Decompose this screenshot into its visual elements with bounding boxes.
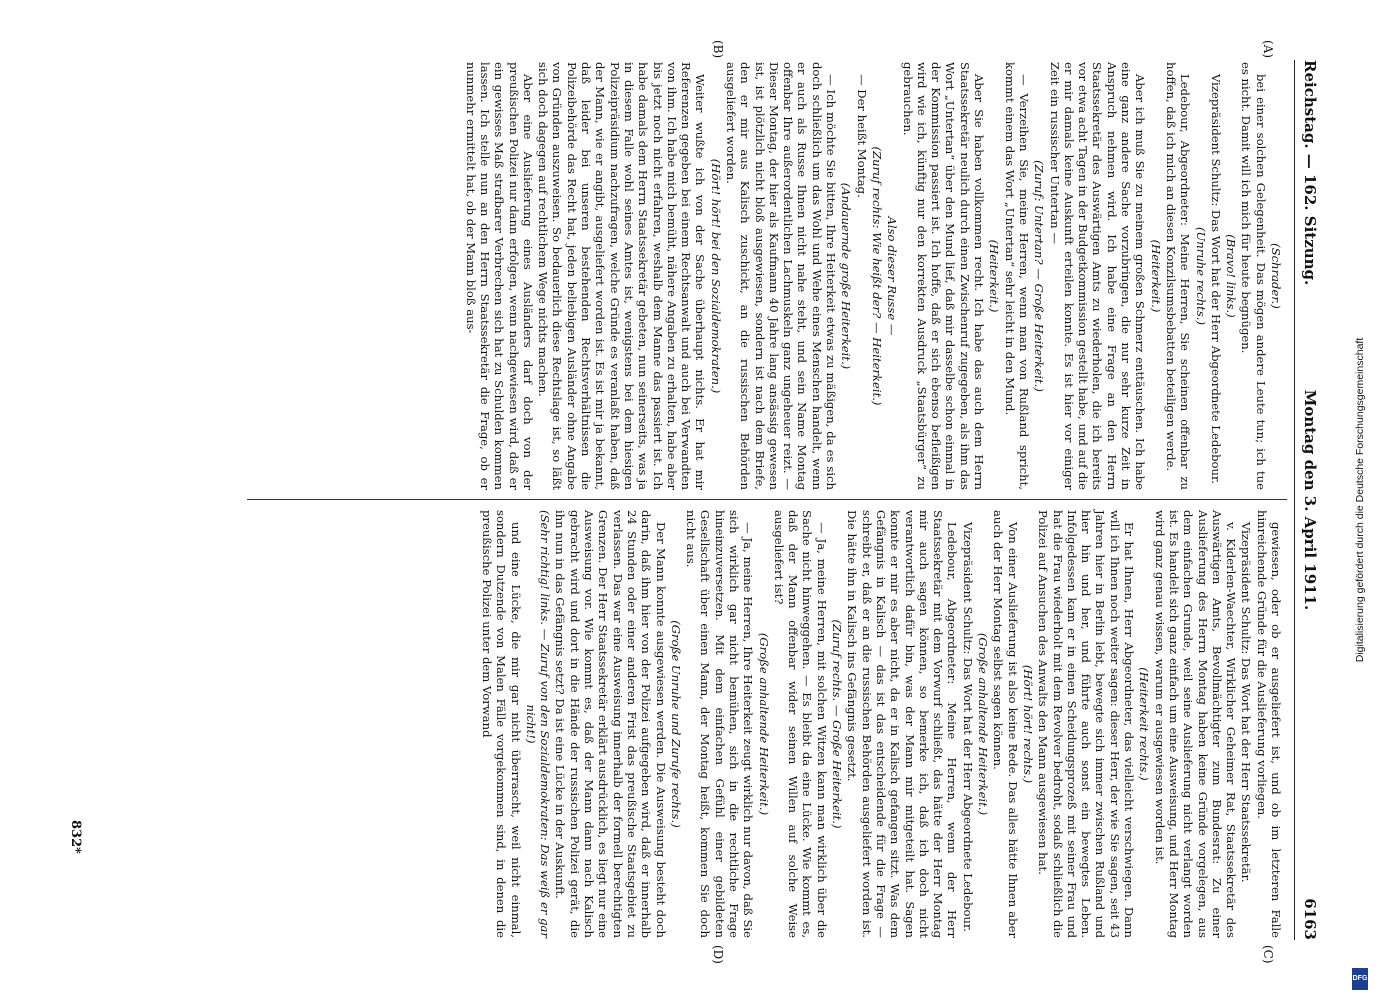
- stage-direction: (Bravo! links.): [1224, 234, 1239, 318]
- paragraph: Er hat Ihnen, Herr Abgeordneter, das vielleicht verschwiegen. Dann will ich Ihnen noch weiter sagen: dieser Herr, der wie Sie sagen, seit 43 Jahren hier in Berlin lebt, bewegte sich immer zwischen Rußland und hier hin und her, und führte auch sonst ein bewegtes Leben. Infolgedessen kam er in einen Scheidungsprozeß mit seiner Frau und hat die Frau wiederholt mit dem Revolver bedroht, sodaß schließlich die Polizei auf Ansuchen des Anwalts den Mann ausgewiesen hat.: [1036, 510, 1137, 938]
- paragraph: — Verzeihen Sie, meine Herren, wenn man von Rußland spricht, kommt einem das Wort „Untertan“ sehr leicht in den Mund.: [1002, 62, 1031, 490]
- header-center: Montag den 3. April 1911.: [1301, 389, 1319, 611]
- paragraph: Aber ich muß Sie zu meinem großen Schmerz enttäuschen. Ich habe eine ganz andere Sache vorzubringen, die nur sehr kurze Zeit in Anspruch nehmen wird. Ich habe eine Frage an den Herrn Staatssekretär des Auswärtigen Amts zu wiederholen, die ich bereits vor etwa acht Tagen in der Budgetkommission gestellt habe, und auf die er mir damals keine Auskunft erteilen konnte. Es ist hier vor einiger Zeit ein russischer Untertan —: [1047, 62, 1148, 490]
- margin-mark-b: (B): [711, 40, 725, 59]
- paragraph: Von einer Auslieferung ist also keine Rede. Das alles hätte Ihnen aber auch der Herr Montag selbst sagen können.: [991, 510, 1020, 938]
- text-column-right: [479, 510, 1283, 938]
- dfg-logo: DFG: [1352, 968, 1368, 990]
- stage-direction: (Große anhaltende Heiterkeit.): [756, 632, 771, 816]
- paragraph: Aber eine Auslieferung eines Ausländers darf doch von der preußischen Polizei nur dann erfolgen, wenn nachgewiesen wird, daß er ein gewisses Maß strafbarer Verbrechen sich hat zu Schulden kommen lassen. Ich stelle nun an den Herrn Staatssekretär die Frage, ob er nunmehr ermittelt hat, ob der Mann bloß aus-: [463, 62, 535, 490]
- stage-direction: (Hört! hört! bei den Sozialdemokraten.): [708, 158, 723, 394]
- digitization-sidebar: [1349, 0, 1371, 1000]
- stage-direction: (Heiterkeit.): [1148, 239, 1163, 313]
- column-divider: [247, 499, 1287, 500]
- paragraph: Der Mann konnte ausgewiesen werden. Die Ausweisung besteht doch darin, daß ihm hier von der Polizei aufgegeben wird, daß er innerhalb 24 Stunden oder einer anderen Frist das preußische Staatsgebiet zu verlassen. Das war eine Ausweisung innerhalb der formell berechtigten Grenzen. Der Herr Staatssekretär erklärt ausdrücklich, es liegt nur eine Ausweisung vor. Wie kommt es, daß der Mann dann nach Kalisch gebracht wird und dort in die Hände der russischen Polizei gerät, die ihn nun in das Gefängnis setzt? Da ist eine Lücke in der Auskunft.: [553, 510, 668, 938]
- stage-direction: (Unruhe rechts.): [1193, 227, 1208, 325]
- paragraph: und eine Lücke, die mir gar nicht überrascht, weil nicht einmal, sondern Dutzende von Malen Fälle vorgekommen sind, in denen die preußische Polizei unter dem Vorwand: [479, 510, 523, 938]
- paragraph: Vizepräsident Schultz: Das Wort hat der Herr Abgeordnete Ledebour.: [960, 522, 975, 932]
- stage-direction: (Zuruf rechts: Wie heißt der? — Heiterkeit.): [869, 146, 884, 406]
- paragraph: — Der heißt Montag.: [854, 74, 869, 198]
- paragraph: Ledebour, Abgeordneter: Meine Herren, Sie scheinen offenbar zu hoffen, daß ich mich an diesen Konzilsumsbebatten beteiligen werde.: [1163, 62, 1193, 490]
- stage-direction: (Schrader.): [1269, 243, 1283, 309]
- stage-direction: (Zuruf rechts. — Große Heiterkeit.): [830, 619, 845, 829]
- paragraph: Vizepräsident Schultz: Das Wort hat der Herr Staatssekretär.: [1239, 522, 1254, 883]
- stage-direction: (Zuruf: Untertan? — Große Heiterkeit.): [1032, 160, 1047, 392]
- paragraph: Ledebour, Abgeordneter: Meine Herren, wenn der Herr Staatssekretär mit dem Vorwurf schließt, das hätte der Herr Montag mir auch sagen können, so bemerke ich, daß ich doch nicht verantwortlich dafür bin, was der Mann mir mitgeteilt hat. Sagen konnte er mir es aber nicht, da er in Kalisch gefangen sitzt. Was dem Gefängnis in Kalisch — das ist das entscheidende für die Frage — schreibt er, daß er an die russischen Behörden ausgeliefert worden ist. Die hätte ihn in Kalisch ins Gefängnis gesetzt.: [845, 510, 960, 938]
- paragraph: Weiter wußte ich von der Sache überhaupt nichts. Er hat mir Referenzen gegeben bei einem Rechtsanwalt und auch bei Verwandten von ihm. Ich habe mich bemüht, nähere Angaben zu erhalten, habe aber bis jetzt noch nicht erfahren, weshalb dem Manne das passiert ist. Ich habe damals dem Herrn Staatssekretär gebeten, nun seinerseits, was ja in diesem Falle wohl seines Amtes ist, wenigstens bei dem hiesigen Polizeipräsidium nachzufragen, welche Gründe es veranlaßt haben, daß der Mann, wie er angibt, ausgeliefert worden ist. Es ist mir ja bekannt, daß leider bei unseren bestehenden Rechtsverhältnissen die Polizeibehörde das Recht hat, jeden beliebigen Ausländer ohne Angabe von Gründen auszuweisen. So bedauerlich diese Rechtslage ist, so läßt sich doch dagegen auf rechtlichem Wege nichts machen.: [536, 62, 708, 490]
- stage-direction: Also dieser Russe —: [885, 216, 900, 336]
- page-header: [1297, 60, 1319, 940]
- paragraph: bei einer solchen Gelegenheit. Das mögen andere Leute tun; ich tue es nicht. Damit will ich mich für heute begnügen.: [1239, 62, 1268, 490]
- paragraph: — Ich möchte Sie bitten, Ihre Heiterkeit etwas zu mäßigen, da es sich doch schließlich um das Wohl und Wehe eines Menschen handelt, wenn er auch als Russe Ihnen nicht nahe steht, und sein Name Montag offenbar Ihre außerordentlichen Lachmuskeln ganz ungeheuer reizt. — Dieser Montag, der hier als Kaufmann 40 Jahre lang ansässig gewesen ist, ist plötzlich nicht bloß ausgewiesen, sondern ist nach dem Briefe, den er mir aus Kalisch zuschickt, an die russischen Behörden ausgeliefert worden.: [724, 62, 839, 490]
- margin-mark-d: (D): [711, 945, 725, 964]
- page-number: 6163: [1301, 898, 1319, 940]
- paragraph: — Ja, meine Herren, Ihre Heiterkeit zeugt wirklich nur davon, daß Sie sich wirklich gar nicht bemühen, sich in die rechtliche Frage hineinzuversetzen. Mit dem einfachen Gefühl einer gebildeten Gesellschaft über einen Mann, der Montag heißt, kommen Sie doch nicht aus.: [684, 510, 756, 938]
- stage-direction: (Große anhaltende Heiterkeit.): [976, 632, 991, 816]
- stage-direction: (Sehr richtig! links. — Zuruf von den Sozialdemokraten: Das weiß er gar nicht!): [523, 510, 553, 938]
- paragraph: Vizepräsident Schultz: Das Wort hat der Herr Abgeordnete Ledebour.: [1208, 74, 1223, 484]
- paragraph: Aber Sie haben vollkommen recht. Ich habe das auch dem Herrn Staatssekretär neulich durch einen Zwischenruf zugegeben, als ihm das Wort „Untertan“ über den Mund lief, daß mir dasselbe schon einmal in der Kommission passiert ist. Ich hoffe, daß er sich ebenso befleißigen wird wie ich, künftig nur den korrekten Ausdruck „Staatsbürger“ zu gebrauchen.: [900, 62, 987, 490]
- text-column-left: [462, 62, 1283, 490]
- stage-direction: (Hört! hört! rechts.): [1020, 664, 1035, 784]
- paragraph: — Ja, meine Herren, mit solchen Witzen kann man wirklich über die Sache nicht hinweggehen. — Es bleibt da eine Lücke. Wie kommt es, daß der Mann offenbar wider seinen Willen auf solche Weise ausgeliefert ist?: [771, 510, 829, 938]
- paragraph: v. Kiderlen-Waechter, Wirklicher Geheimer Rat, Staatssekretär des Auswärtigen Amts, Bevollmächtigter zum Bundesrat: Zu einer Auslieferung des Herrn Montag haben keine Gründe vorgelegen, aus dem einfachen Grunde, weil seine Auslieferung nicht verlangt worden ist. Es handelt sich ganz einfach um eine Ausweisung, und Herr Montag wird ganz genau wissen, warum er ausgewiesen worden ist.: [1152, 510, 1239, 938]
- stage-direction: (Große Unruhe und Zurufe rechts.): [668, 620, 683, 828]
- page-footer-signature: 832*: [68, 820, 83, 854]
- stage-direction: (Heiterkeit.): [987, 239, 1002, 313]
- stage-direction: (Heiterkeit rechts.): [1137, 667, 1152, 781]
- dfg-credit-text: Digitalisierung gefördert durch die Deutsche Forschungsgemeinschaft: [1354, 337, 1366, 663]
- margin-mark-a: (A): [1261, 40, 1275, 59]
- stage-direction: (Andauernde große Heiterkeit.): [839, 182, 854, 370]
- margin-mark-c: (C): [1261, 945, 1275, 964]
- paragraph: gewiesen, oder ob er ausgeliefert ist, und ob im letzteren Falle hinreichende Gründe für die Auslieferung vorliegen.: [1254, 510, 1283, 938]
- header-left: Reichstag. — 162. Sitzung.: [1301, 60, 1319, 286]
- header-rule: [1294, 60, 1295, 940]
